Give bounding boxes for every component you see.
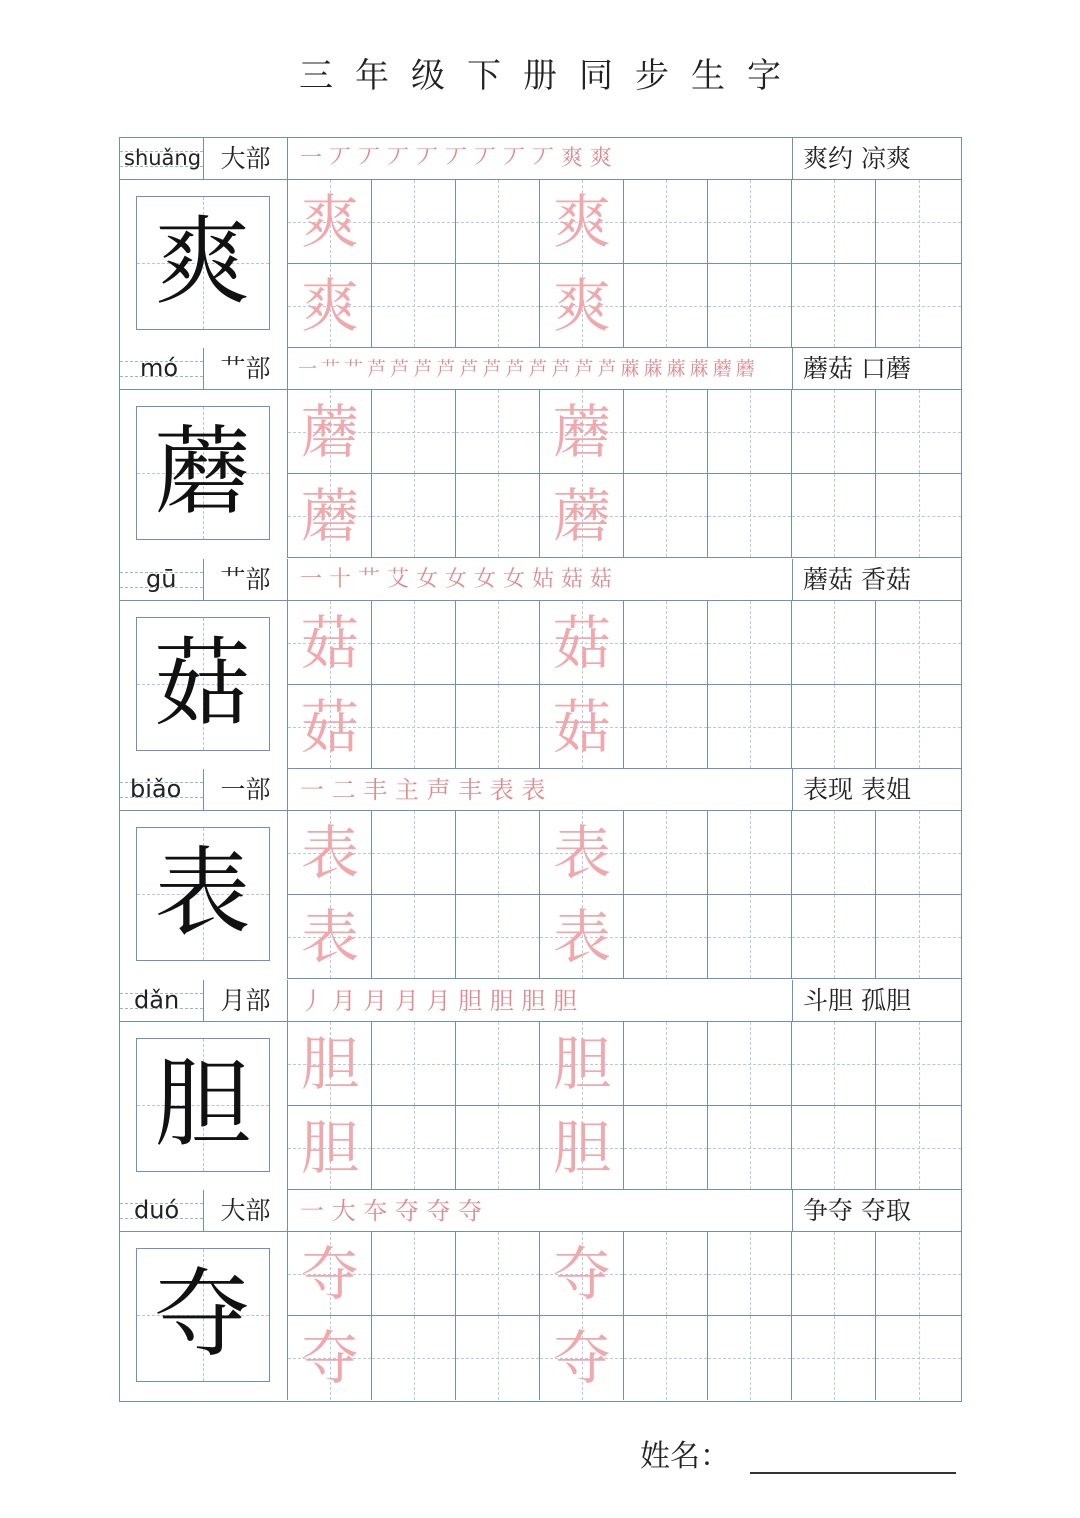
radical: 月部 xyxy=(204,980,288,1021)
trace-character: 蘑 xyxy=(552,398,611,466)
stroke-order: 一 十 艹 艾 女 女 女 女 姑 菇 菇 xyxy=(288,559,793,600)
practice-cell[interactable] xyxy=(624,474,708,558)
practice-cell[interactable] xyxy=(792,1022,876,1106)
pinyin-cell xyxy=(120,980,204,1021)
practice-cell[interactable] xyxy=(876,1232,961,1316)
trace-character: 胆 xyxy=(300,1114,359,1182)
practice-cell[interactable] xyxy=(792,474,876,558)
practice-cell[interactable] xyxy=(624,180,708,264)
pinyin: duó xyxy=(134,1196,180,1224)
practice-cell[interactable] xyxy=(708,390,792,474)
practice-cell[interactable] xyxy=(624,1022,708,1106)
trace-character: 夺 xyxy=(552,1324,611,1392)
practice-cell[interactable] xyxy=(456,811,540,895)
character-block xyxy=(120,138,961,348)
example-words: 斗胆 孤胆 xyxy=(803,986,911,1015)
practice-cell[interactable] xyxy=(708,811,792,895)
example-words: 爽约 凉爽 xyxy=(803,144,911,173)
radical: 艹部 xyxy=(204,559,288,600)
stroke-order: 一 二 丰 主 声 丰 表 表 xyxy=(288,769,793,810)
model-character: 爽 xyxy=(154,206,251,318)
trace-character: 爽 xyxy=(552,188,611,256)
pinyin-cell xyxy=(120,1190,204,1231)
model-character-box xyxy=(120,390,288,558)
practice-cell[interactable] xyxy=(708,601,792,685)
practice-cell[interactable] xyxy=(624,895,708,979)
character-block xyxy=(120,559,961,769)
trace-character: 菇 xyxy=(300,693,359,761)
practice-cell[interactable] xyxy=(540,264,624,348)
practice-cell[interactable] xyxy=(876,895,961,979)
trace-character: 爽 xyxy=(300,188,359,256)
practice-cell[interactable] xyxy=(708,1316,792,1400)
pinyin: dǎn xyxy=(134,986,180,1014)
model-character-box xyxy=(120,601,288,769)
practice-cell[interactable] xyxy=(708,685,792,769)
practice-cell[interactable] xyxy=(876,685,961,769)
character-header xyxy=(120,348,961,390)
practice-cell[interactable] xyxy=(288,601,372,685)
name-label: 姓名： xyxy=(640,1439,730,1474)
practice-cell[interactable] xyxy=(288,390,372,474)
practice-cell[interactable] xyxy=(456,601,540,685)
practice-cell[interactable] xyxy=(372,811,456,895)
model-character: 蘑 xyxy=(154,416,251,528)
practice-cell[interactable] xyxy=(372,1316,456,1400)
trace-character: 表 xyxy=(300,819,359,887)
radical: 艹部 xyxy=(204,348,288,389)
practice-cell[interactable] xyxy=(540,811,624,895)
practice-cell[interactable] xyxy=(624,811,708,895)
trace-character: 爽 xyxy=(300,272,359,340)
character-block xyxy=(120,1190,961,1400)
trace-character: 菇 xyxy=(552,693,611,761)
practice-cell[interactable] xyxy=(876,1106,961,1190)
practice-cell[interactable] xyxy=(372,474,456,558)
pinyin: biǎo xyxy=(130,775,182,803)
practice-cell[interactable] xyxy=(876,1022,961,1106)
practice-sheet xyxy=(119,137,962,1402)
practice-cell[interactable] xyxy=(708,895,792,979)
practice-cell[interactable] xyxy=(456,685,540,769)
practice-cell[interactable] xyxy=(456,1106,540,1190)
trace-character: 蘑 xyxy=(300,482,359,550)
model-character-box xyxy=(120,811,288,979)
pinyin: mó xyxy=(140,354,179,382)
model-character: 表 xyxy=(154,837,251,949)
trace-character: 胆 xyxy=(552,1030,611,1098)
trace-character: 夺 xyxy=(552,1240,611,1308)
practice-cell[interactable] xyxy=(456,1232,540,1316)
practice-cell[interactable] xyxy=(792,1106,876,1190)
model-character: 夺 xyxy=(154,1258,251,1370)
trace-character: 胆 xyxy=(552,1114,611,1182)
practice-grid xyxy=(288,180,961,348)
trace-character: 菇 xyxy=(552,609,611,677)
model-character-box xyxy=(120,1022,288,1190)
practice-cell[interactable] xyxy=(624,1232,708,1316)
pinyin: gū xyxy=(146,565,177,593)
practice-cell[interactable] xyxy=(540,180,624,264)
practice-cell[interactable] xyxy=(876,811,961,895)
practice-cell[interactable] xyxy=(624,601,708,685)
practice-cell[interactable] xyxy=(456,390,540,474)
practice-cell[interactable] xyxy=(288,811,372,895)
practice-cell[interactable] xyxy=(288,264,372,348)
pinyin-cell xyxy=(120,348,204,389)
trace-character: 表 xyxy=(552,819,611,887)
practice-cell[interactable] xyxy=(372,601,456,685)
example-words: 争夺 夺取 xyxy=(803,1196,911,1225)
practice-cell[interactable] xyxy=(792,264,876,348)
trace-character: 蘑 xyxy=(552,482,611,550)
practice-cell[interactable] xyxy=(288,1232,372,1316)
practice-cell[interactable] xyxy=(540,1022,624,1106)
trace-character: 夺 xyxy=(300,1324,359,1392)
practice-cell[interactable] xyxy=(456,264,540,348)
character-header xyxy=(120,138,961,180)
practice-cell[interactable] xyxy=(876,264,961,348)
practice-grid xyxy=(288,1022,961,1190)
practice-cell[interactable] xyxy=(456,180,540,264)
practice-cell[interactable] xyxy=(876,180,961,264)
practice-cell[interactable] xyxy=(624,685,708,769)
practice-cell[interactable] xyxy=(456,474,540,558)
practice-cell[interactable] xyxy=(708,180,792,264)
practice-cell[interactable] xyxy=(708,474,792,558)
character-header xyxy=(120,559,961,601)
practice-cell[interactable] xyxy=(540,474,624,558)
practice-cell[interactable] xyxy=(540,1232,624,1316)
practice-grid xyxy=(288,811,961,979)
name-field xyxy=(640,1432,956,1482)
practice-cell[interactable] xyxy=(624,1316,708,1400)
practice-cell[interactable] xyxy=(792,895,876,979)
model-character-box xyxy=(120,1232,288,1400)
practice-cell[interactable] xyxy=(708,1106,792,1190)
practice-cell[interactable] xyxy=(708,264,792,348)
practice-cell[interactable] xyxy=(372,1232,456,1316)
practice-cell[interactable] xyxy=(288,685,372,769)
practice-cell[interactable] xyxy=(540,601,624,685)
radical: 一部 xyxy=(204,769,288,810)
practice-cell[interactable] xyxy=(288,1022,372,1106)
trace-character: 表 xyxy=(552,903,611,971)
stroke-order: 一 大 夲 夺 夺 夺 xyxy=(288,1190,793,1231)
radical: 大部 xyxy=(204,1190,288,1231)
practice-cell[interactable] xyxy=(540,1106,624,1190)
practice-cell[interactable] xyxy=(876,1316,961,1400)
pinyin-cell xyxy=(120,769,204,810)
practice-cell[interactable] xyxy=(372,390,456,474)
practice-cell[interactable] xyxy=(372,685,456,769)
pinyin: shuǎng xyxy=(124,146,202,170)
practice-cell[interactable] xyxy=(372,264,456,348)
practice-cell[interactable] xyxy=(792,1232,876,1316)
character-block xyxy=(120,348,961,558)
practice-cell[interactable] xyxy=(456,1316,540,1400)
stroke-order: 丿 月 月 月 月 胆 胆 胆 胆 xyxy=(288,980,793,1021)
practice-cell[interactable] xyxy=(624,264,708,348)
example-words: 蘑菇 口蘑 xyxy=(803,354,911,383)
practice-cell[interactable] xyxy=(792,685,876,769)
trace-character: 胆 xyxy=(300,1030,359,1098)
practice-cell[interactable] xyxy=(624,1106,708,1190)
example-words: 表现 表姐 xyxy=(803,775,911,804)
name-input-line[interactable] xyxy=(750,1442,956,1474)
model-character: 胆 xyxy=(154,1048,251,1160)
page-title: 三年级下册同步生字 xyxy=(299,56,803,96)
practice-cell[interactable] xyxy=(708,1232,792,1316)
practice-cell[interactable] xyxy=(288,1316,372,1400)
character-block xyxy=(120,980,961,1190)
practice-cell[interactable] xyxy=(876,390,961,474)
trace-character: 夺 xyxy=(300,1240,359,1308)
trace-character: 表 xyxy=(300,903,359,971)
pinyin-cell xyxy=(120,559,204,600)
practice-cell[interactable] xyxy=(456,895,540,979)
character-header xyxy=(120,769,961,811)
practice-cell[interactable] xyxy=(876,601,961,685)
practice-cell[interactable] xyxy=(792,180,876,264)
stroke-order: 一 丆 丆 丆 丆 丆 丆 丆 丆 爽 爽 xyxy=(288,138,793,179)
practice-grid xyxy=(288,1232,961,1400)
practice-cell[interactable] xyxy=(876,474,961,558)
character-block xyxy=(120,769,961,979)
practice-cell[interactable] xyxy=(624,390,708,474)
character-header xyxy=(120,980,961,1022)
practice-cell[interactable] xyxy=(792,390,876,474)
trace-character: 菇 xyxy=(300,609,359,677)
practice-cell[interactable] xyxy=(792,811,876,895)
trace-character: 蘑 xyxy=(300,398,359,466)
practice-cell[interactable] xyxy=(372,1106,456,1190)
practice-grid xyxy=(288,601,961,769)
radical: 大部 xyxy=(204,138,288,179)
practice-cell[interactable] xyxy=(540,1316,624,1400)
character-header xyxy=(120,1190,961,1232)
practice-cell[interactable] xyxy=(792,601,876,685)
practice-cell[interactable] xyxy=(792,1316,876,1400)
practice-cell[interactable] xyxy=(288,474,372,558)
stroke-order: 一 艹 艹 芦 芦 芦 芦 芦 芦 芦 芦 芦 芦 芦 蔴 蔴 蔴 蔴 蘑 蘑 xyxy=(288,348,793,389)
practice-cell[interactable] xyxy=(708,1022,792,1106)
pinyin-cell xyxy=(120,138,204,179)
practice-cell[interactable] xyxy=(288,180,372,264)
practice-grid xyxy=(288,390,961,558)
practice-cell[interactable] xyxy=(288,895,372,979)
practice-cell[interactable] xyxy=(540,685,624,769)
practice-cell[interactable] xyxy=(288,1106,372,1190)
practice-cell[interactable] xyxy=(372,180,456,264)
practice-cell[interactable] xyxy=(372,1022,456,1106)
model-character-box xyxy=(120,180,288,348)
model-character: 菇 xyxy=(154,627,251,739)
practice-cell[interactable] xyxy=(540,895,624,979)
practice-cell[interactable] xyxy=(456,1022,540,1106)
practice-cell[interactable] xyxy=(372,895,456,979)
practice-cell[interactable] xyxy=(540,390,624,474)
example-words: 蘑菇 香菇 xyxy=(803,565,911,594)
trace-character: 爽 xyxy=(552,272,611,340)
